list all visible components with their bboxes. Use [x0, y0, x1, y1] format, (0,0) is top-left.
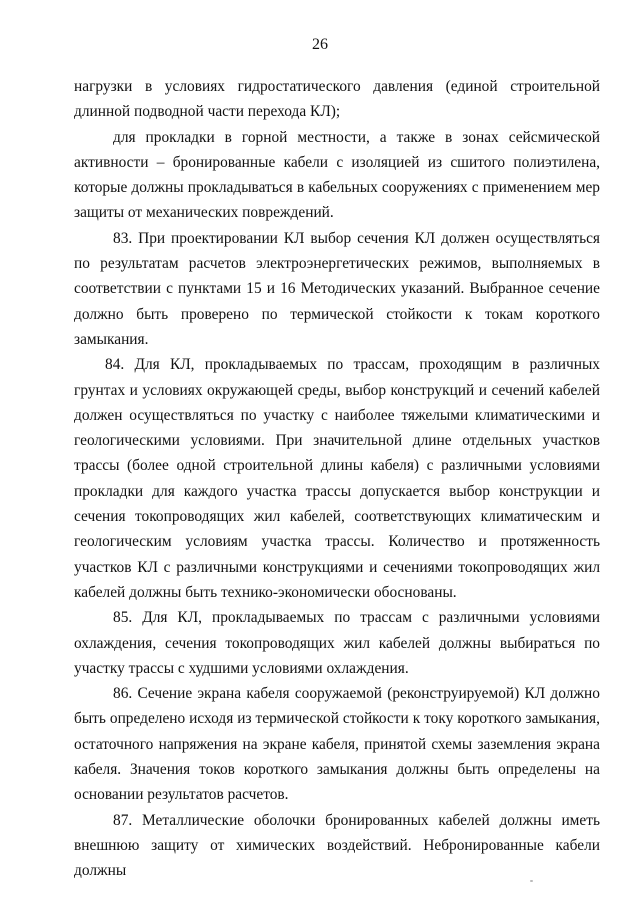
paragraph-continuation: нагрузки в условиях гидростатического давления (единой строительной длинной подводной части перехода КЛ); — [74, 78, 600, 121]
page-number: 26 — [312, 36, 328, 53]
paragraph-mountain-cables: для прокладки в горной местности, а также в зонах сейсмической активности – бронированные кабели с изоляцией из сшитого полиэтилена, которые должны прокладываться в кабельных сооружениях с применением мер защиты от механических повреждений. — [74, 128, 600, 222]
paragraph-86: 86. Сечение экрана кабеля сооружаемой (реконструируемой) КЛ должно быть определено исходя из термической стойкости к току короткого замыкания, остаточного напряжения на экране кабеля, принятой схемы заземления экрана кабеля. Значения токов короткого замыкания должны быть определены на основании результатов расчетов. — [74, 685, 600, 804]
paragraph-87: 87. Металлические оболочки бронированных кабелей должны иметь внешнюю защиту от химических воздействий. Небронированные кабели должны — [74, 811, 600, 880]
paragraph-84: 84. Для КЛ, прокладываемых по трассам, проходящим в различных грунтах и условиях окружающей среды, выбор конструкций и сечений кабелей должен осуществляться по участку с наиболее тяжелыми климатическими и геологическими условиями. При значительной длине отдельных участков трассы (более одной строительной длины кабеля) с различными условиями прокладки для каждого участка трассы допускается выбор конструкции и сечения токопроводящих жил кабелей, соответствующих климатическим и геологическим условиям участка трассы. Количество и протяженность участков КЛ с различными конструкциями и сечениями токопроводящих жил кабелей должны быть технико-экономически обоснованы. — [74, 356, 600, 601]
paragraph-83: 83. При проектировании КЛ выбор сечения КЛ должен осуществляться по результатам расчетов электроэнергетических режимов, выполняемых в соответствии с пунктами 15 и 16 Методических указаний. Выбранное сечение должно быть проверено по термической стойкости к токам короткого замыкания. — [74, 229, 600, 348]
document-body — [74, 74, 600, 884]
paragraph-85: 85. Для КЛ, прокладываемых по трассам с различными условиями охлаждения, сечения токопроводящих жил кабелей должны выбираться по участку трассы с худшими условиями охлаждения. — [74, 609, 600, 677]
scan-artifact — [530, 880, 533, 882]
